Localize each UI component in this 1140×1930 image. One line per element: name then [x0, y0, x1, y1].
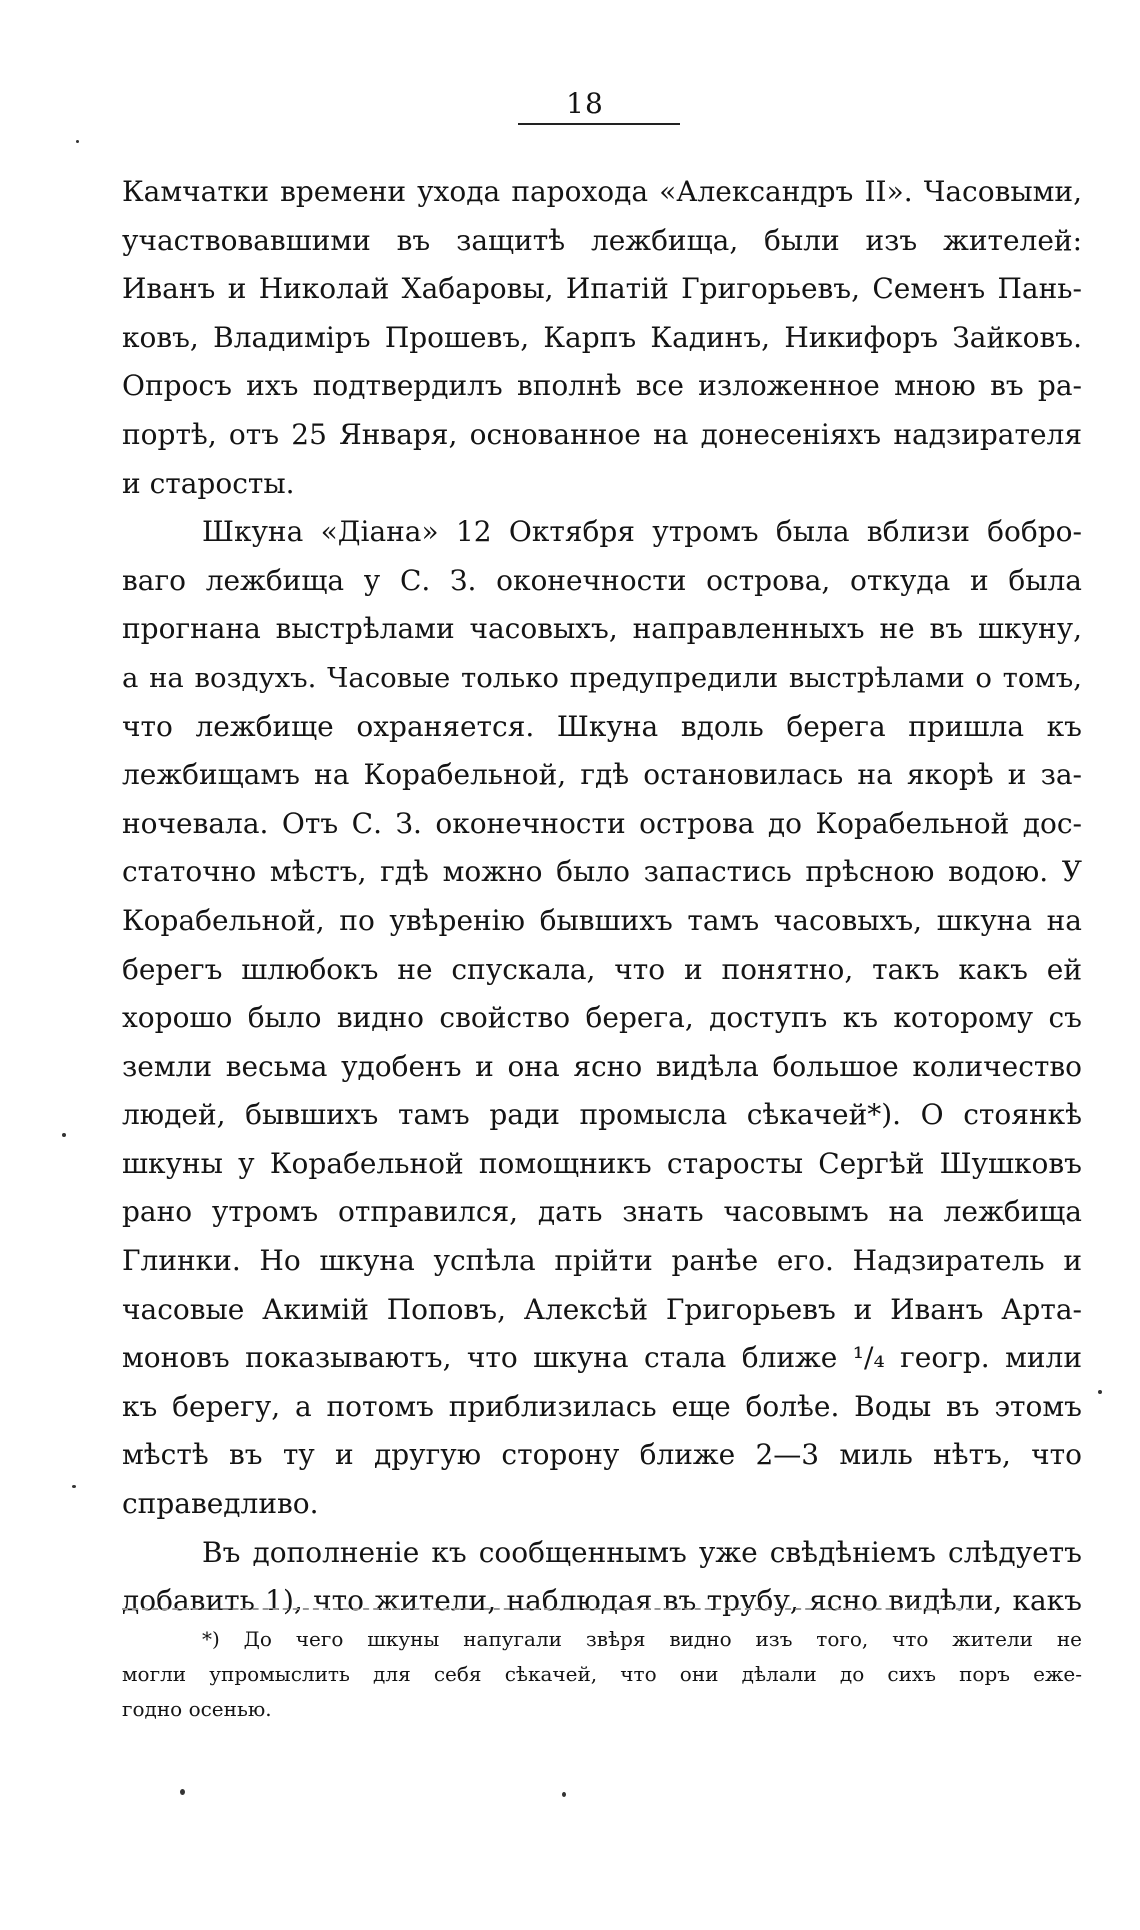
text-line: прогнана выстрѣлами часовыхъ, направленныхъ не въ шкуну,: [122, 612, 1082, 646]
text-line: земли весьма удобенъ и она ясно видѣла большое количество: [122, 1049, 1082, 1083]
text-line: Корабельной, по увѣренію бывшихъ тамъ часовыхъ, шкуна на: [122, 903, 1082, 937]
text-line: берегъ шлюбокъ не спускала, что и понятно, такъ какъ ей: [122, 952, 1082, 986]
text-line: къ берегу, а потомъ приблизилась еще болѣе. Воды въ этомъ: [122, 1389, 1082, 1423]
text-line: портѣ, отъ 25 Января, основанное на донесеніяхъ надзирателя: [122, 417, 1082, 451]
page-number-rule: [518, 123, 680, 125]
scan-speck: [180, 1789, 185, 1795]
text-line: часовые Акимій Поповъ, Алексѣй Григорьевъ и Иванъ Арта-: [122, 1292, 1082, 1326]
text-line: рано утромъ отправился, дать знать часовымъ на лежбища: [122, 1195, 1082, 1229]
footnote-line: могли упромыслить для себя сѣкачей, что они дѣлали до сихъ поръ еже-: [122, 1662, 1082, 1686]
text-line: ковъ, Владиміръ Прошевъ, Карпъ Кадинъ, Никифоръ Зайковъ.: [122, 320, 1082, 354]
text-line: справедливо.: [122, 1487, 319, 1521]
page-number: 18: [566, 87, 604, 120]
text-line: лежбищамъ на Корабельной, гдѣ остановилась на якорѣ и за-: [122, 758, 1082, 792]
text-line: добавить 1), что жители, наблюдая въ трубу, ясно видѣли, какъ: [122, 1584, 1082, 1618]
text-line: статочно мѣстъ, гдѣ можно было запастись прѣсною водою. У: [122, 855, 1082, 889]
text-line: что лежбище охраняется. Шкуна вдоль берега пришла къ: [122, 709, 1082, 743]
text-line: людей, бывшихъ тамъ ради промысла сѣкачей*). О стоянкѣ: [122, 1098, 1082, 1132]
scan-speck: [1098, 1390, 1102, 1394]
main-text: [122, 168, 1082, 1626]
text-line: а на воздухъ. Часовые только предупредили выстрѣлами о томъ,: [122, 661, 1082, 694]
text-line: Шкуна «Діана» 12 Октября утромъ была вблизи бобро-: [202, 515, 1082, 549]
text-line: Въ дополненіе къ сообщеннымъ уже свѣдѣніемъ слѣдуетъ: [202, 1535, 1082, 1569]
text-line: Иванъ и Николай Хабаровы, Ипатій Григорьевъ, Семенъ Пань-: [122, 272, 1082, 306]
footnote-line: годно осенью.: [122, 1697, 272, 1721]
footnote-line: *) До чего шкуны напугали звѣря видно изъ того, что жители не: [202, 1627, 1082, 1651]
text-line: Опросъ ихъ подтвердилъ вполнѣ все изложенное мною въ ра-: [122, 369, 1082, 403]
scan-speck: [76, 140, 79, 143]
text-line: Глинки. Но шкуна успѣла прійти ранѣе его. Надзиратель и: [122, 1244, 1082, 1278]
text-line: моновъ показываютъ, что шкуна стала ближе ¹/₄ геогр. мили: [122, 1341, 1082, 1375]
scan-speck: [562, 1792, 566, 1797]
text-line: шкуны у Корабельной помощникъ старосты Сергѣй Шушковъ: [122, 1146, 1082, 1180]
text-line: и старосты.: [122, 466, 295, 500]
footnote-separator: [122, 1608, 982, 1610]
text-line: ночевала. Отъ С. З. оконечности острова до Корабельной дос-: [122, 806, 1082, 840]
scan-speck: [62, 1133, 66, 1137]
text-line: хорошо было видно свойство берега, доступъ къ которому съ: [122, 1001, 1082, 1035]
text-line: Камчатки времени ухода парохода «Александръ II». Часовыми,: [122, 175, 1082, 208]
scan-speck: [72, 1485, 76, 1488]
footnote: [122, 1622, 1082, 1727]
text-line: мѣстѣ въ ту и другую сторону ближе 2—3 миль нѣтъ, что: [122, 1438, 1082, 1472]
text-line: участвовавшими въ защитѣ лежбища, были изъ жителей:: [122, 223, 1082, 257]
text-line: ваго лежбища у С. З. оконечности острова, откуда и была: [122, 563, 1082, 597]
